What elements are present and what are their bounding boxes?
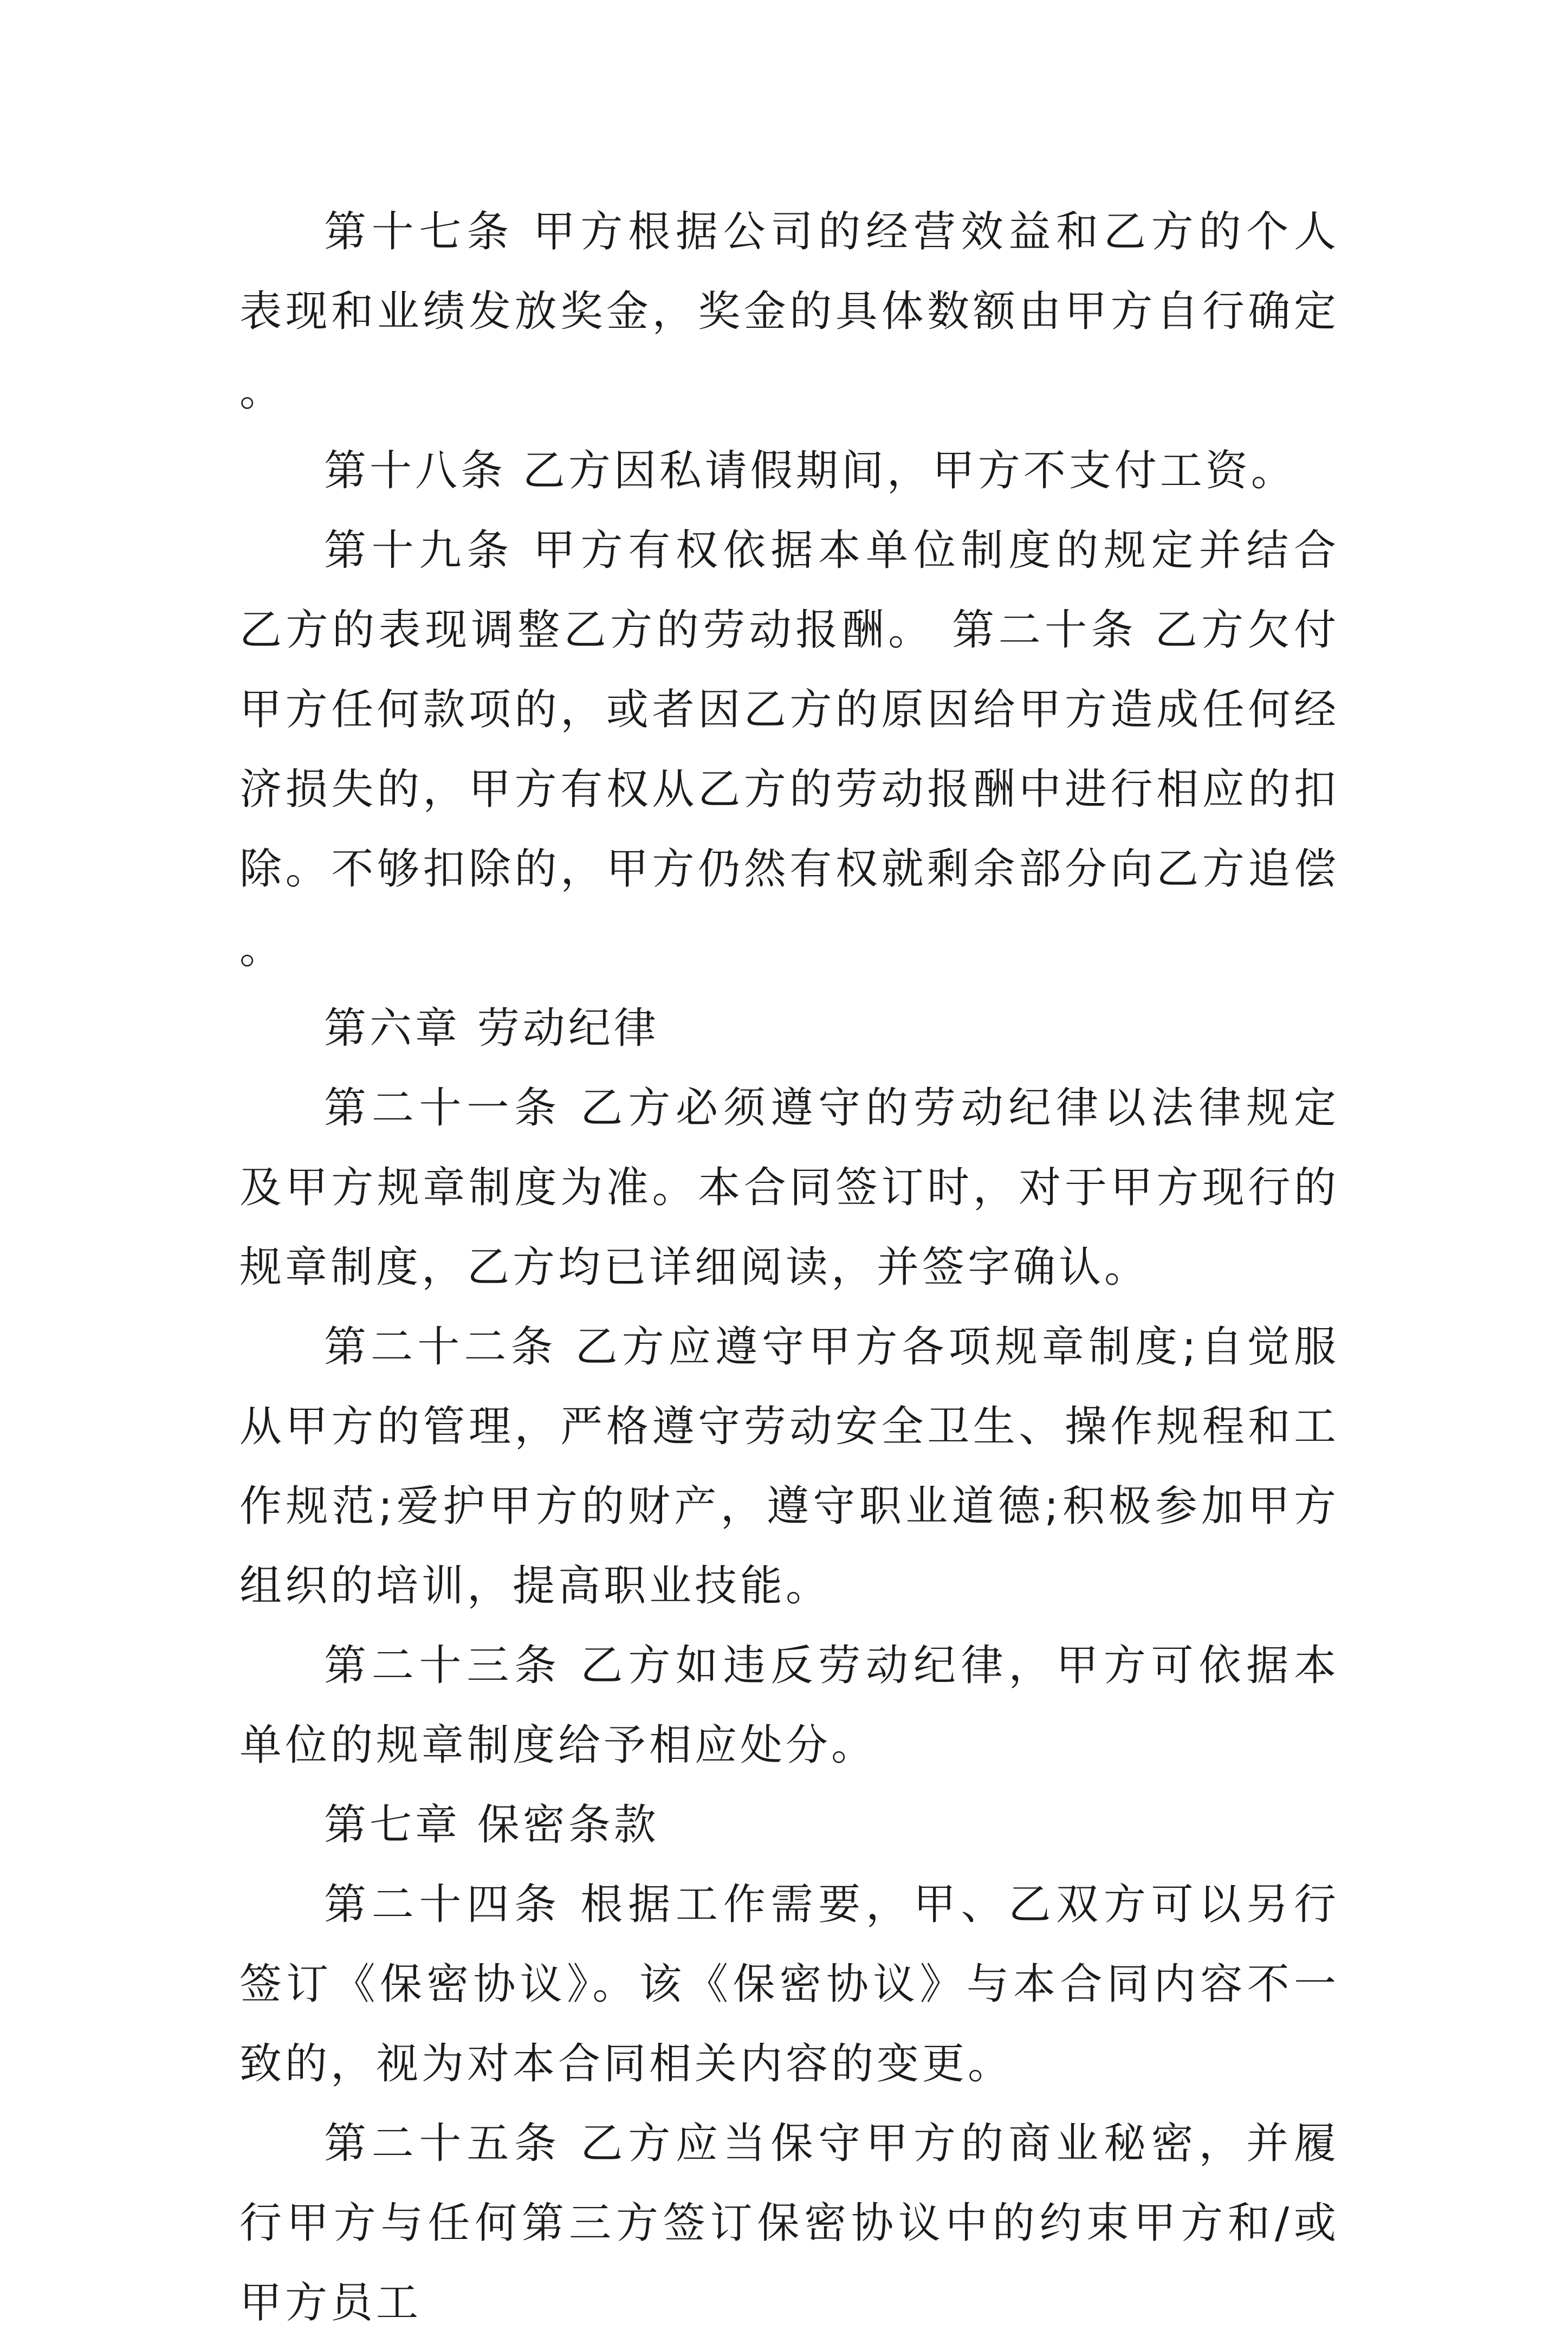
article-21: 第二十一条 乙方必须遵守的劳动纪律以法律规定及甲方规章制度为准。本合同签订时，对于甲方现行的规章制度，乙方均已详细阅读，并签字确认。 <box>239 1084 1339 1292</box>
article-25: 第二十五条 乙方应当保守甲方的商业秘密，并履行甲方与任何第三方签订保密协议中的约束甲方和/或甲方员工 <box>239 2119 1339 2327</box>
article-19-20: 第十九条 甲方有权依据本单位制度的规定并结合乙方的表现调整乙方的劳动报酬。 第二十条 乙方欠付甲方任何款项的，或者因乙方的原因给甲方造成任何经济损失的，甲方有权从乙方的劳动报酬中进行相应的扣除。不够扣除的，甲方仍然有权就剩余部分向乙方追偿。 <box>239 526 1339 973</box>
article-18: 第十八条 乙方因私请假期间，甲方不支付工资。 <box>324 446 1297 495</box>
article-17: 第十七条 甲方根据公司的经营效益和乙方的个人表现和业绩发放奖金，奖金的具体数额由甲方自行确定。 <box>239 208 1339 416</box>
article-22: 第二十二条 乙方应遵守甲方各项规章制度;自觉服从甲方的管理，严格遵守劳动安全卫生、操作规程和工作规范;爱护甲方的财产，遵守职业道德;积极参加甲方组织的培训，提高职业技能。 <box>239 1323 1339 1610</box>
document-body <box>239 192 1339 2343</box>
chapter-6-heading: 第六章 劳动纪律 <box>324 1004 659 1053</box>
article-23: 第二十三条 乙方如违反劳动纪律，甲方可依据本单位的规章制度给予相应处分。 <box>239 1641 1339 1770</box>
article-24: 第二十四条 根据工作需要，甲、乙双方可以另行签订《保密协议》。该《保密协议》与本合同内容不一致的，视为对本合同相关内容的变更。 <box>239 1880 1339 2088</box>
chapter-7-heading: 第七章 保密条款 <box>324 1801 659 1849</box>
